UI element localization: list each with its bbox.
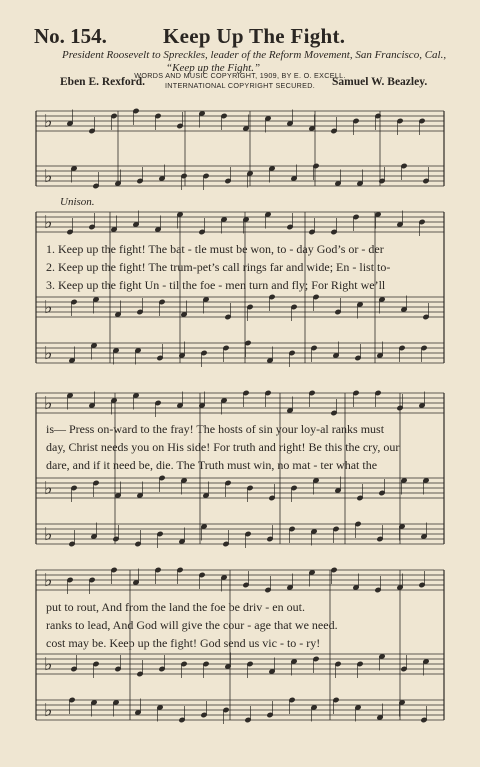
notehead: [155, 227, 161, 232]
notehead: [111, 567, 117, 572]
lyric-verse-2: 2. Keep up the fight! The trum-pet’s call rings far and wide; En - list to-: [46, 260, 391, 274]
notehead: [157, 531, 163, 536]
unison-marking: Unison.: [60, 196, 95, 208]
notehead: [379, 490, 385, 495]
notehead: [379, 654, 385, 659]
notehead: [419, 118, 425, 123]
notehead: [221, 217, 227, 222]
lyrics-system-1: [46, 240, 442, 294]
notehead: [115, 312, 121, 317]
notehead: [133, 393, 139, 398]
clef-symbol: ♭: [44, 111, 53, 132]
notehead: [269, 669, 275, 674]
notehead: [115, 181, 121, 186]
notehead: [423, 314, 429, 319]
notehead: [201, 350, 207, 355]
notehead: [375, 212, 381, 217]
notehead: [355, 355, 361, 360]
notehead: [181, 478, 187, 483]
lyric-verse-1: put to rout, And from the land the foe be driv - en out.: [46, 600, 305, 614]
notehead: [289, 350, 295, 355]
clef-symbol: ♭: [44, 343, 53, 364]
notehead: [311, 705, 317, 710]
notehead: [397, 405, 403, 410]
notehead: [357, 302, 363, 307]
notehead: [313, 294, 319, 299]
notehead: [375, 390, 381, 395]
notehead: [201, 712, 207, 717]
notehead: [71, 299, 77, 304]
notehead: [309, 570, 315, 575]
notehead: [269, 166, 275, 171]
notehead: [291, 176, 297, 181]
notehead: [353, 585, 359, 590]
notehead: [401, 163, 407, 168]
notehead: [313, 478, 319, 483]
notehead: [221, 575, 227, 580]
notehead: [69, 358, 75, 363]
notehead: [225, 664, 231, 669]
notehead: [115, 493, 121, 498]
notehead: [221, 398, 227, 403]
notehead: [377, 536, 383, 541]
notehead: [265, 390, 271, 395]
notehead: [423, 659, 429, 664]
notehead: [199, 229, 205, 234]
notehead: [379, 297, 385, 302]
notehead: [335, 181, 341, 186]
notehead: [247, 171, 253, 176]
clef-symbol: ♭: [44, 166, 53, 187]
notehead: [353, 214, 359, 219]
notehead: [335, 488, 341, 493]
notehead: [69, 541, 75, 546]
notehead: [419, 219, 425, 224]
notehead: [199, 572, 205, 577]
notehead: [377, 353, 383, 358]
notehead: [155, 113, 161, 118]
notehead: [113, 536, 119, 541]
notehead: [291, 659, 297, 664]
notehead: [221, 113, 227, 118]
notehead: [379, 178, 385, 183]
notehead: [353, 118, 359, 123]
notehead: [67, 393, 73, 398]
notehead: [311, 345, 317, 350]
dedication-line: President Roosevelt to Spreckles, leader of the Reform Movement, San Francisco, Cal.,: [62, 49, 447, 61]
notehead: [225, 178, 231, 183]
notehead: [115, 666, 121, 671]
clef-symbol: ♭: [44, 700, 53, 721]
notehead: [353, 390, 359, 395]
clef-symbol: ♭: [44, 297, 53, 318]
notehead: [287, 585, 293, 590]
notehead: [377, 715, 383, 720]
notehead: [159, 176, 165, 181]
notehead: [397, 222, 403, 227]
notehead: [93, 297, 99, 302]
notehead: [335, 309, 341, 314]
notehead: [267, 536, 273, 541]
notehead: [397, 585, 403, 590]
notehead: [137, 493, 143, 498]
notehead: [89, 403, 95, 408]
notehead: [313, 656, 319, 661]
notehead: [245, 717, 251, 722]
notehead: [179, 539, 185, 544]
notehead: [67, 577, 73, 582]
notehead: [401, 478, 407, 483]
notehead: [357, 495, 363, 500]
notehead: [177, 123, 183, 128]
lyric-verse-2: ranks to lead, And God will give the cour - age that we need.: [46, 618, 338, 632]
notehead: [309, 126, 315, 131]
clef-symbol: ♭: [44, 478, 53, 499]
lyric-verse-2: day, Christ needs you on His side! For truth and right! Be this the cry, our: [46, 440, 400, 454]
notehead: [199, 111, 205, 116]
notehead: [91, 343, 97, 348]
notehead: [313, 163, 319, 168]
notehead: [311, 529, 317, 534]
notehead: [331, 567, 337, 572]
notehead: [291, 304, 297, 309]
notehead: [267, 712, 273, 717]
lyric-verse-1: 1. Keep up the fight! The bat - tle must be won, to - day God’s or - der: [46, 242, 384, 256]
hymn-title: Keep Up The Fight.: [163, 24, 346, 48]
notehead: [157, 355, 163, 360]
notehead: [111, 227, 117, 232]
notehead: [245, 340, 251, 345]
notehead: [397, 118, 403, 123]
notehead: [267, 358, 273, 363]
notehead: [309, 390, 315, 395]
notehead: [355, 705, 361, 710]
notehead: [71, 485, 77, 490]
notehead: [289, 526, 295, 531]
notehead: [111, 398, 117, 403]
notehead: [113, 700, 119, 705]
notehead: [67, 121, 73, 126]
lyrics-system-3: [46, 598, 442, 652]
clef-symbol: ♭: [44, 212, 53, 233]
notehead: [157, 705, 163, 710]
notehead: [421, 345, 427, 350]
notehead: [111, 113, 117, 118]
notehead: [67, 229, 73, 234]
copyright-secured: INTERNATIONAL COPYRIGHT SECURED.: [164, 81, 316, 90]
notehead: [243, 126, 249, 131]
notehead: [71, 666, 77, 671]
notehead: [177, 567, 183, 572]
notehead: [269, 294, 275, 299]
notehead: [399, 700, 405, 705]
notehead: [93, 183, 99, 188]
notehead: [113, 348, 119, 353]
notehead: [265, 212, 271, 217]
notehead: [91, 700, 97, 705]
notehead: [201, 524, 207, 529]
notehead: [223, 541, 229, 546]
notehead: [243, 217, 249, 222]
lyrics-system-2: [46, 420, 442, 474]
clef-symbol: ♭: [44, 570, 53, 591]
notehead: [89, 128, 95, 133]
notehead: [225, 314, 231, 319]
notehead: [243, 390, 249, 395]
notehead: [91, 534, 97, 539]
notehead: [89, 577, 95, 582]
notehead: [247, 485, 253, 490]
notehead: [137, 178, 143, 183]
notehead: [159, 666, 165, 671]
notehead: [333, 697, 339, 702]
lyricist: Eben E. Rexford.: [60, 76, 145, 88]
notehead: [419, 403, 425, 408]
notehead: [133, 222, 139, 227]
notehead: [135, 710, 141, 715]
notehead: [291, 485, 297, 490]
notehead: [355, 521, 361, 526]
notehead: [93, 480, 99, 485]
notehead: [419, 582, 425, 587]
lyric-verse-3: dare, and if it need be, die. The Truth must win, no mat - ter what the: [46, 458, 378, 472]
notehead: [177, 403, 183, 408]
notehead: [265, 116, 271, 121]
notehead: [203, 661, 209, 666]
notehead: [287, 408, 293, 413]
notehead: [89, 224, 95, 229]
notehead: [133, 108, 139, 113]
clef-symbol: ♭: [44, 524, 53, 545]
notehead: [137, 671, 143, 676]
dedication-line: “Keep up the Fight.”: [166, 62, 261, 74]
notehead: [331, 410, 337, 415]
notehead: [399, 524, 405, 529]
lyric-verse-3: cost may be. Keep up the fight! God send us vic - to - ry!: [46, 636, 321, 650]
notehead: [335, 661, 341, 666]
notehead: [179, 717, 185, 722]
notehead: [287, 224, 293, 229]
notehead: [155, 400, 161, 405]
notehead: [289, 697, 295, 702]
notehead: [159, 475, 165, 480]
notehead: [333, 353, 339, 358]
notehead: [223, 707, 229, 712]
notehead: [357, 661, 363, 666]
notehead: [245, 531, 251, 536]
hymn-number: No. 154.: [34, 24, 107, 48]
notehead: [137, 309, 143, 314]
notehead: [71, 166, 77, 171]
notehead: [357, 181, 363, 186]
notehead: [181, 312, 187, 317]
clef-symbol: ♭: [44, 393, 53, 414]
notehead: [247, 661, 253, 666]
notehead: [203, 173, 209, 178]
notehead: [159, 299, 165, 304]
notehead: [135, 541, 141, 546]
notehead: [399, 345, 405, 350]
notehead: [401, 307, 407, 312]
clef-symbol: ♭: [44, 654, 53, 675]
lyric-verse-3: 3. Keep up the fight Un - til the foe - men turn and fly; For Right we’ll: [46, 278, 386, 292]
lyric-verse-1: is— Press on-ward to the fray! The hosts of sin your loy-al ranks must: [46, 422, 385, 436]
notehead: [375, 113, 381, 118]
notehead: [269, 495, 275, 500]
notehead: [133, 580, 139, 585]
notehead: [243, 582, 249, 587]
notehead: [223, 345, 229, 350]
notehead: [423, 178, 429, 183]
notehead: [203, 297, 209, 302]
notehead: [179, 353, 185, 358]
notehead: [199, 403, 205, 408]
notehead: [287, 121, 293, 126]
notehead: [181, 173, 187, 178]
notehead: [93, 661, 99, 666]
notehead: [309, 229, 315, 234]
notehead: [421, 717, 427, 722]
notehead: [401, 666, 407, 671]
notehead: [421, 534, 427, 539]
notehead: [331, 128, 337, 133]
notehead: [225, 480, 231, 485]
composer: Samuel W. Beazley.: [332, 76, 428, 88]
notehead: [333, 526, 339, 531]
notehead: [177, 212, 183, 217]
notehead: [265, 587, 271, 592]
notehead: [423, 478, 429, 483]
notehead: [69, 697, 75, 702]
notehead: [155, 567, 161, 572]
notehead: [247, 304, 253, 309]
notehead: [203, 493, 209, 498]
notehead: [331, 229, 337, 234]
notehead: [375, 587, 381, 592]
notehead: [181, 661, 187, 666]
copyright-notice: WORDS AND MUSIC COPYRIGHT, 1909, BY E. O. EXCELL.: [134, 71, 346, 80]
notehead: [135, 348, 141, 353]
